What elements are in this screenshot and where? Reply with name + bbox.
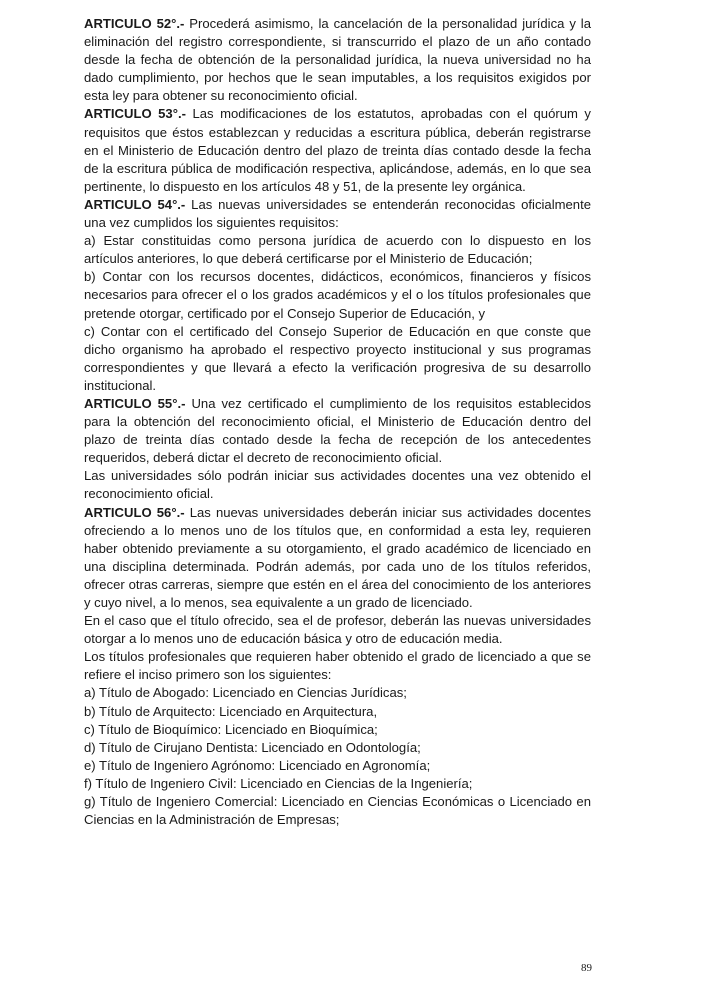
title-item <box>84 739 591 757</box>
paragraph-text: a) Título de Abogado: Licenciado en Ciencias Jurídicas; <box>84 685 407 701</box>
paragraph-titulos <box>84 648 591 684</box>
paragraph-text: c) Contar con el certificado del Consejo Superior de Educación en que conste que dicho organismo ha aprobado el respectivo proyecto institucional y sus programas correspondientes y que llevará a efecto la verificación progresiva de su desarrollo institucional. <box>84 323 591 393</box>
requirement-c <box>84 323 591 395</box>
paragraph-text: Las universidades sólo podrán iniciar sus actividades docentes una vez obtenido el reconocimiento oficial. <box>84 468 591 502</box>
title-item <box>84 721 591 739</box>
article-55 <box>84 395 591 467</box>
article-52 <box>84 15 591 105</box>
paragraph-text: d) Título de Cirujano Dentista: Licenciado en Odontología; <box>84 739 421 755</box>
article-53 <box>84 105 591 195</box>
paragraph-profesor <box>84 612 591 648</box>
article-heading: ARTICULO 52°.- <box>84 16 185 31</box>
article-heading: ARTICULO 54°.- <box>84 196 186 212</box>
paragraph-text: c) Título de Bioquímico: Licenciado en Bioquímica; <box>84 721 378 737</box>
requirement-a <box>84 232 591 268</box>
paragraph-universities <box>84 467 591 503</box>
paragraph-text: b) Título de Arquitecto: Licenciado en Arquitectura, <box>84 703 378 719</box>
title-item <box>84 775 591 793</box>
paragraph-text: En el caso que el título ofrecido, sea el de profesor, deberán las nuevas universidades otorgar a lo menos uno de educación básica y otro de educación media. <box>84 613 591 647</box>
paragraph-text: a) Estar constituidas como persona jurídica de acuerdo con lo dispuesto en los artículos anteriores, lo que deberá certificarse por el Ministerio de Educación; <box>84 233 591 267</box>
article-heading: ARTICULO 55°.- <box>84 395 186 411</box>
article-heading: ARTICULO 56°.- <box>84 504 185 520</box>
article-54 <box>84 196 591 232</box>
page-number: 89 <box>581 962 592 974</box>
paragraph-text: Las modificaciones de los estatutos, aprobadas con el quórum y requisitos que éstos establezcan y reducidas a escritura pública, deberán registrarse en el Ministerio de Educación dentro del plazo de treinta días contado desde la fecha de la escritura pública de modificación respectiva, aplicándose, además, en lo que sea pertinente, lo dispuesto en los artículos 48 y 51, de la presente ley orgánica. <box>84 106 591 194</box>
article-56 <box>84 504 591 613</box>
paragraph-text: Procederá asimismo, la cancelación de la personalidad jurídica y la eliminación del registro correspondiente, si transcurrido el plazo de un año contado desde la fecha de obtención de la personalidad jurídica, la nueva universidad no ha dado cumplimiento, por hechos que le sean imputables, a los requisitos exigidos por esta ley para obtener su reconocimiento oficial. <box>84 16 591 104</box>
title-item <box>84 793 591 829</box>
paragraph-text: b) Contar con los recursos docentes, didácticos, económicos, financieros y físicos necesarios para ofrecer el o los grados académicos y el o los títulos profesionales que pretende otorgar, certificado por el Consejo Superior de Educación, y <box>84 269 591 321</box>
paragraph-text: Los títulos profesionales que requieren haber obtenido el grado de licenciado a que se refiere el inciso primero son los siguientes: <box>84 649 591 683</box>
paragraph-text: g) Título de Ingeniero Comercial: Licenciado en Ciencias Económicas o Licenciado en Ciencias en la Administración de Empresas; <box>84 794 591 828</box>
paragraph-text: Una vez certificado el cumplimiento de los requisitos establecidos para la obtención del reconocimiento oficial, el Ministerio de Educación dentro del plazo de treinta días contado desde la fecha de recepción de los antecedentes requeridos, deberá dictar el decreto de reconocimiento oficial. <box>84 395 591 466</box>
paragraph-text: e) Título de Ingeniero Agrónomo: Licenciado en Agronomía; <box>84 757 431 773</box>
paragraph-text: Las nuevas universidades deberán iniciar sus actividades docentes ofreciendo a lo menos uno de los títulos que, en conformidad a esta ley, requieren haber obtenido previamente a su otorgamiento, el grado académico de licenciado en una disciplina determinada. Podrán además, por cada uno de los títulos referidos, ofrecer otras carreras, siempre que estén en el área del conocimiento de los anteriores y cuyo nivel, a lo menos, sea equivalente a un grado de licenciado. <box>84 504 591 610</box>
paragraph-text: f) Título de Ingeniero Civil: Licenciado en Ciencias de la Ingeniería; <box>84 775 473 791</box>
page-body <box>84 15 591 829</box>
requirement-b <box>84 268 591 322</box>
title-item <box>84 757 591 775</box>
paragraph-text: Las nuevas universidades se entenderán reconocidas oficialmente una vez cumplidos los siguientes requisitos: <box>84 196 591 231</box>
title-item <box>84 684 591 702</box>
title-item <box>84 703 591 721</box>
article-heading: ARTICULO 53°.- <box>84 106 186 122</box>
